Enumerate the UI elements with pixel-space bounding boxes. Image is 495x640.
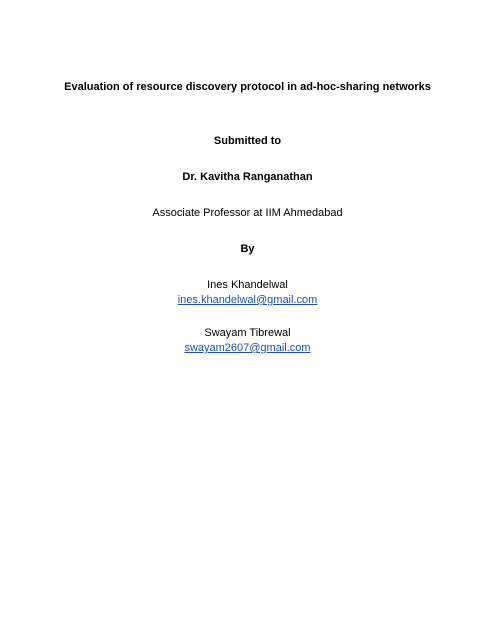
recipient-role: Associate Professor at IIM Ahmedabad bbox=[152, 207, 343, 219]
document-title: Evaluation of resource discovery protocol in ad-hoc-sharing networks bbox=[64, 81, 431, 93]
recipient-name: Dr. Kavitha Ranganathan bbox=[182, 171, 313, 183]
author-email-wrapper bbox=[0, 293, 495, 307]
author-email-link[interactable]: ines.khandelwal@gmail.com bbox=[177, 294, 318, 306]
author-email-link[interactable]: swayam2607@gmail.com bbox=[184, 342, 311, 354]
author-name: Swayam Tibrewal bbox=[204, 327, 291, 339]
submitted-to-label: Submitted to bbox=[213, 135, 282, 147]
author-email-wrapper bbox=[0, 341, 495, 355]
author-name: Ines Khandelwal bbox=[207, 279, 288, 291]
by-label: By bbox=[240, 243, 255, 255]
